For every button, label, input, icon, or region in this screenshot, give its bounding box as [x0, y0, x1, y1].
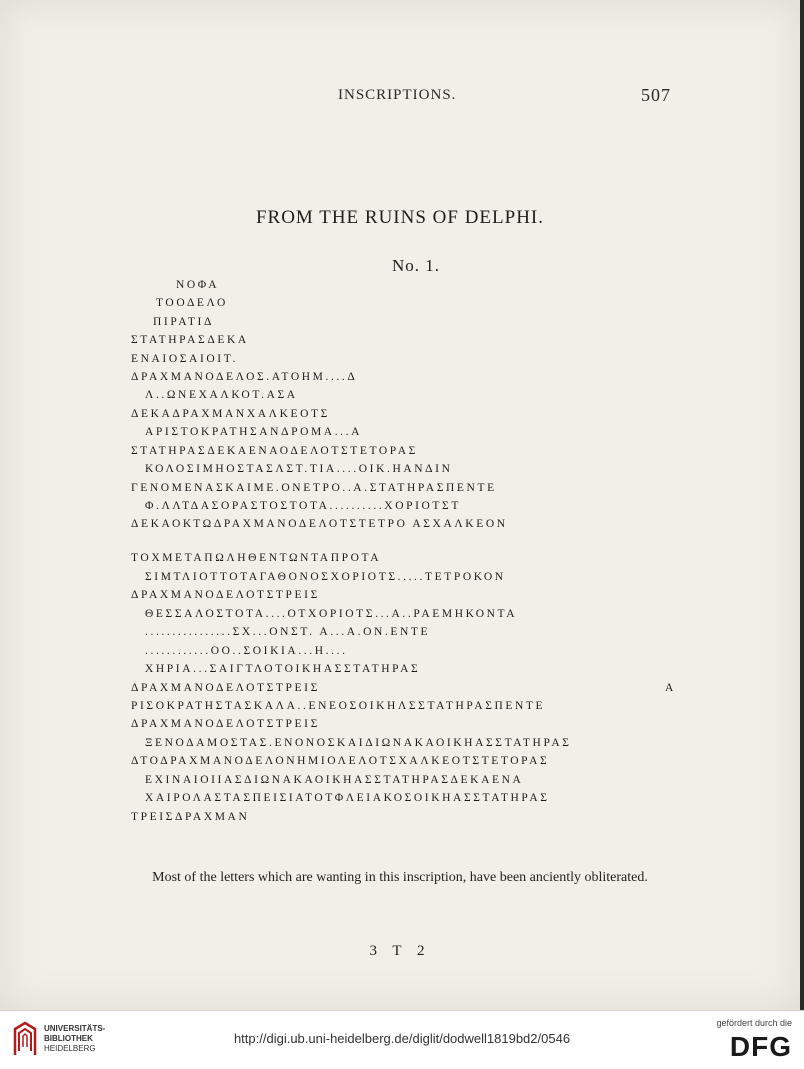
section-heading: FROM THE RUINS OF DELPHI. — [255, 207, 545, 228]
inscription-line: ................ΣΧ...ΟΝΣΤ. Α...Α.ΟΝ.ΕΝΤΕ — [145, 626, 431, 638]
inscription-line: ΕΧΙΝΑΙΟΙΙΑΣΔΙΩΝΑΚΑΟΙΚΗΑΣΣΤΑΤΗΡΑΣΔΕΚΑΕΝΑ — [145, 774, 524, 786]
inscription-line: ΤΟΧΜΕΤΑΠΩΛΗΘΕΝΤΩΝΤΑΠΡΟΤΑ — [131, 552, 382, 564]
inscription-line: ΕΝΑΙΟΣΑΙΟΙΤ. — [131, 353, 238, 365]
inscription-line: ΧΑΙΡΟΛΑΣΤΑΣΠΕΙΣΙΑΤΟΤΦΛΕΙΑΚΟΣΟΙΚΗΑΣΣΤΑΤΗΡΑΣ — [145, 792, 550, 804]
inscription-number-text: No. 1. — [391, 256, 441, 275]
running-head-title: INSCRIPTIONS. — [338, 87, 457, 103]
dfg-logo[interactable]: DFG — [729, 1031, 792, 1062]
inscription-line: ............ΟΟ..ΣΟΙΚΙΑ...Η.... — [145, 645, 348, 657]
inscription-line: ΣΤΑΤΗΡΑΣΔΕΚΑΕΝΑΟΔΕΛΟΤΣΤΕΤΟΡΑΣ — [131, 445, 418, 457]
inscription-line: Α — [665, 682, 676, 694]
inscription-line: ΞΕΝΟΔΑΜΟΣΤΑΣ.ΕΝΟΝΟΣΚΑΙΔΙΩΝΑΚΑΟΙΚΗΑΣΣΤΑΤΗΡΑΣ — [145, 737, 572, 749]
permalink[interactable]: http://digi.ub.uni-heidelberg.de/diglit/dodwell1819bd2/0546 — [233, 1031, 571, 1046]
inscription-line: ΔΡΑΧΜΑΝΟΔΕΛΟΤΣΤΡΕΙΣ — [131, 682, 320, 694]
inscription-line: ΣΤΑΤΗΡΑΣΔΕΚΑ — [131, 334, 249, 346]
inscription-line: ΡΙΣΟΚΡΑΤΗΣΤΑΣΚΑΛΑ..ΕΝΕΟΣΟΙΚΗΛΣΣΤΑΤΗΡΑΣΠΕΝΤΕ — [131, 700, 546, 712]
inscription-line: ΔΡΑΧΜΑΝΟΔΕΛΟΤΣΤΡΕΙΣ — [131, 718, 320, 730]
inscription-line: ΝΟΦΑ — [176, 279, 220, 291]
inscription-line: ΤΟΟΔΕΛΟ — [156, 297, 228, 309]
signature-mark: 3 T 2 — [369, 943, 431, 959]
inscription-line: Φ.ΛΛΤΔΑΣΟΡΑΣΤΟΣΤΟΤΑ..........ΧΟΡΙΟΤΣΤ — [145, 500, 461, 512]
inscription-line: ΑΡΙΣΤΟΚΡΑΤΗΣΑΝΔΡΟΜΑ...Α — [145, 426, 363, 438]
viewer-footer — [0, 1010, 804, 1069]
inscription-line: ΓΕΝΟΜΕΝΑΣΚΑΙΜΕ.ΟΝΕΤΡΟ..Α.ΣΤΑΤΗΡΑΣΠΕΝΤΕ — [131, 482, 497, 494]
inscription-line: ΔΕΚΑΔΡΑΧΜΑΝΧΑΛΚΕΟΤΣ — [131, 408, 330, 420]
inscription-line: ΠΙΡΑΤΙΔ — [153, 316, 214, 328]
inscription-line: ΘΕΣΣΑΛΟΣΤΟΤΑ....ΟΤΧΟΡΙΟΤΣ...Α..ΡΑΕΜΗΚΟΝΤΑ — [145, 608, 518, 620]
inscription-line: Λ..ΩΝΕΧΑΛΚΟΤ.ΑΣΑ — [145, 389, 298, 401]
page-edge — [800, 0, 804, 1010]
inscription-line: ΔΕΚΑΟΚΤΩΔΡΑΧΜΑΝΟΔΕΛΟΤΣΤΕΤΡΟ ΑΣΧΑΛΚΕΟΝ — [131, 518, 508, 530]
inscription-line: ΣΙΜΤΛΙΟΤΤΟΤΑΓΑΘΟΝΟΣΧΟΡΙΟΤΣ.....ΤΕΤΡΟΚΟΝ — [145, 571, 506, 583]
inscription-line: ΔΡΑΧΜΑΝΟΔΕΛΟΣ.ΑΤΟΗΜ....Δ — [131, 371, 358, 383]
library-name-line: BIBLIOTHEK — [44, 1034, 93, 1043]
library-name-line: HEIDELBERG — [44, 1044, 96, 1053]
library-name-line: UNIVERSITÄTS- — [44, 1024, 106, 1033]
funding-note: gefördert durch die — [716, 1018, 792, 1028]
inscription-line: ΤΡΕΙΣΔΡΑΧΜΑΝ — [131, 811, 250, 823]
page-number: 507 — [641, 85, 671, 105]
inscription-line: ΔΡΑΧΜΑΝΟΔΕΛΟΤΣΤΡΕΙΣ — [131, 589, 320, 601]
footnote: Most of the letters which are wanting in this inscription, have been anciently obliterated. — [152, 870, 648, 885]
inscription-line: ΚΟΛΟΣΙΜΗΟΣΤΑΣΛΣΤ.ΤΙΑ....ΟΙΚ.ΗΑΝΔΙΝ — [145, 463, 453, 475]
inscription-line: ΔΤΟΔΡΑΧΜΑΝΟΔΕΛΟΝΗΜΙΟΛΕΛΟΤΣΧΑΛΚΕΟΤΣΤΕΤΟΡΑΣ — [131, 755, 550, 767]
inscription-line: ΧΗΡΙΑ...ΣΑΙΓΤΛΟΤΟΙΚΗΑΣΣΤΑΤΗΡΑΣ — [145, 663, 421, 675]
inscription-number — [0, 256, 800, 276]
